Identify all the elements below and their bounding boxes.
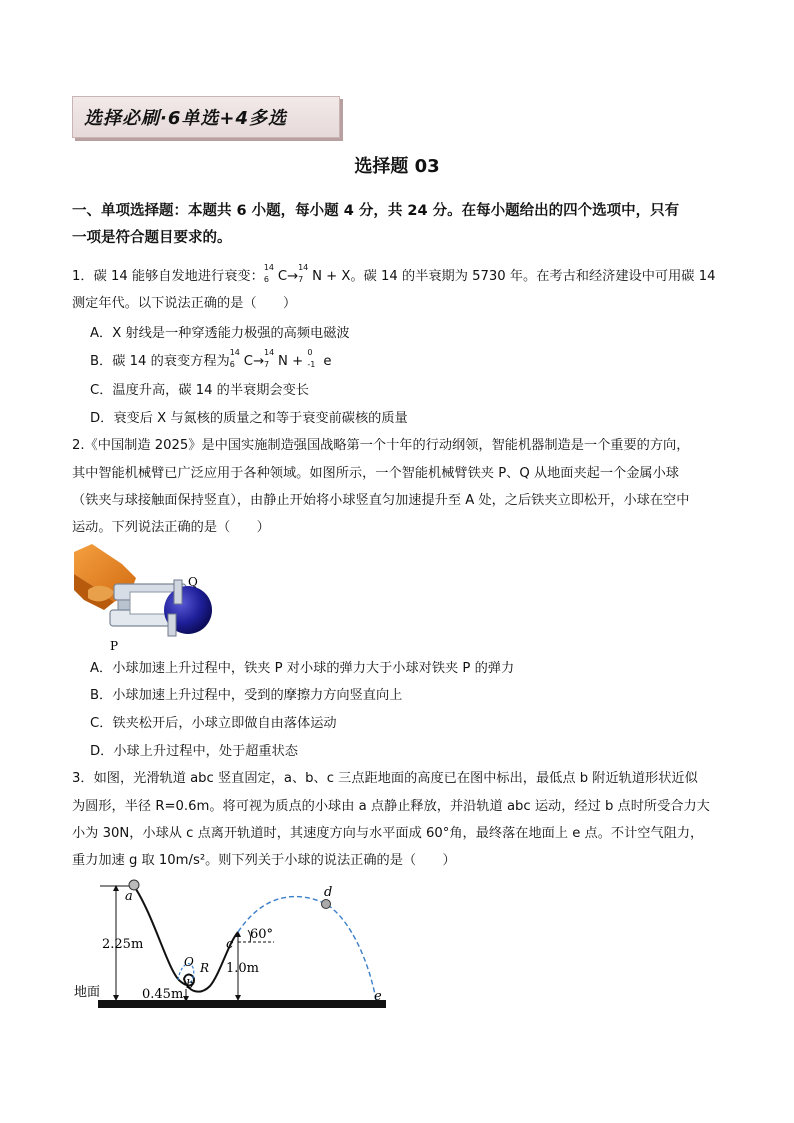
q2-stem-line1: 2.《中国制造 2025》是中国实施制造强国战略第一个十年的行动纲领，智能机器制造是一个重要的方向， (72, 438, 690, 453)
section-heading (72, 198, 732, 252)
label-a: a (125, 889, 133, 904)
nitrogen-nuclide-b (264, 350, 278, 372)
q2-stem-line4: 运动。下列说法正确的是（ ） (72, 520, 270, 535)
e-symbol: e (323, 354, 332, 369)
robotic-gripper-figure (74, 544, 224, 654)
label-o: O (184, 955, 194, 969)
c-mass-number-b: 14 (229, 348, 240, 357)
n-symbol-b: N (278, 354, 288, 369)
ball-at-d (322, 900, 331, 909)
n-atomic-number: 7 (298, 275, 304, 284)
label-b: b (186, 977, 194, 991)
n-mass-number: 14 (298, 263, 309, 272)
q1-option-b-text: B．碳 14 的衰变方程为 (90, 354, 230, 369)
e-mass-number: 0 (307, 348, 313, 357)
section-heading-line1: 一、单项选择题：本题共 6 小题，每小题 4 分，共 24 分。在每小题给出的四个选项中，只有 (72, 203, 680, 219)
q3-stem-line3: 小为 30N，小球从 c 点离开轨道时，其速度方向与水平面成 60°角，最终落在地面上 e 点。不计空气阻力， (72, 826, 704, 841)
q3-stem-line4: 重力加速 g 取 10m/s²。则下列关于小球的说法正确的是（ ） (72, 853, 456, 868)
n-atomic-number-b: 7 (264, 360, 270, 369)
c-symbol: C (277, 269, 288, 284)
q1-option-d: D．衰变后 X 与氮核的质量之和等于衰变前碳核的质量 (90, 411, 408, 426)
e-charge-number: -1 (307, 360, 316, 369)
label-d: d (324, 885, 333, 900)
q1-option-b (90, 348, 730, 375)
electron-nuclide (307, 350, 323, 372)
projectile-path (238, 897, 376, 1000)
angle-label: 60° (250, 927, 274, 942)
q1-stem-line1 (72, 263, 728, 290)
track-figure (70, 876, 390, 1016)
section-banner (72, 96, 340, 140)
label-e: e (374, 989, 382, 1004)
nitrogen-nuclide (298, 265, 312, 287)
clamp-p (168, 614, 176, 636)
height-b-label: 0.45m (142, 987, 184, 1002)
n-symbol: N (312, 269, 322, 284)
q2-option-c: C．铁夹松开后，小球立即做自由落体运动 (90, 716, 337, 731)
page-title: 选择题 03 (354, 156, 440, 177)
label-q: Q (188, 575, 198, 589)
q1-stem-prefix: 1．碳 14 能够自发地进行衰变： (72, 269, 264, 284)
q1-stem-line2: 测定年代。以下说法正确的是（ ） (72, 296, 297, 311)
n-mass-number-b: 14 (264, 348, 275, 357)
q1-stem-suffix: 。碳 14 的半衰期为 5730 年。在考古和经济建设中可用碳 14 (350, 269, 716, 284)
decay-arrow: → (287, 269, 299, 284)
c-atomic-number: 6 (263, 275, 269, 284)
ground-label: 地面 (74, 985, 101, 1000)
c-symbol-b: C (243, 354, 253, 369)
c-mass-number: 14 (263, 263, 274, 272)
q3-stem-line2: 为圆形，半径 R=0.6m。将可视为质点的小球由 a 点静止释放，并沿轨道 abc 运动，经过 b 点时所受合力大 (72, 799, 710, 814)
clamp-q (174, 580, 182, 604)
plus-sign: + (292, 354, 304, 369)
track-abc (134, 886, 238, 992)
q1-option-a: A．X 射线是一种穿透能力极强的高频电磁波 (90, 326, 350, 341)
carbon-nuclide-b (230, 350, 244, 372)
label-r: R (200, 961, 210, 975)
label-c: c (226, 937, 234, 952)
eq-rest: + X (326, 269, 351, 284)
height-c-label: 1.0m (226, 961, 260, 976)
decay-arrow-b: → (252, 354, 264, 369)
label-p: P (110, 639, 119, 653)
section-heading-line2: 一项是符合题目要求的。 (72, 230, 232, 246)
q3-stem-line1: 3．如图，光滑轨道 abc 竖直固定，a、b、c 三点距地面的高度已在图中标出，最低点 b 附近轨道形状近似 (72, 771, 698, 786)
q2-option-d: D．小球上升过程中，处于超重状态 (90, 744, 298, 759)
q1-option-c: C．温度升高，碳 14 的半衰期会变长 (90, 383, 309, 398)
q2-option-a: A．小球加速上升过程中，铁夹 P 对小球的弹力大于小球对铁夹 P 的弹力 (90, 661, 515, 676)
c-atomic-number-b: 6 (229, 360, 235, 369)
q2-stem-line2: 其中智能机械臂已广泛应用于各种领域。如图所示，一个智能机械臂铁夹 P、Q 从地面夹起一个金属小球 (72, 466, 679, 481)
q2-option-b: B．小球加速上升过程中，受到的摩擦力方向竖直向上 (90, 688, 403, 703)
q2-stem-line3: （铁夹与球接触面保持竖直），由静止开始将小球竖直匀加速提升至 A 处，之后铁夹立即松开，小球在空中 (72, 493, 690, 508)
height-a-label: 2.25m (102, 937, 144, 952)
carbon-nuclide (264, 265, 278, 287)
banner-text: 选择必刷·6单选+4多选 (84, 108, 287, 129)
